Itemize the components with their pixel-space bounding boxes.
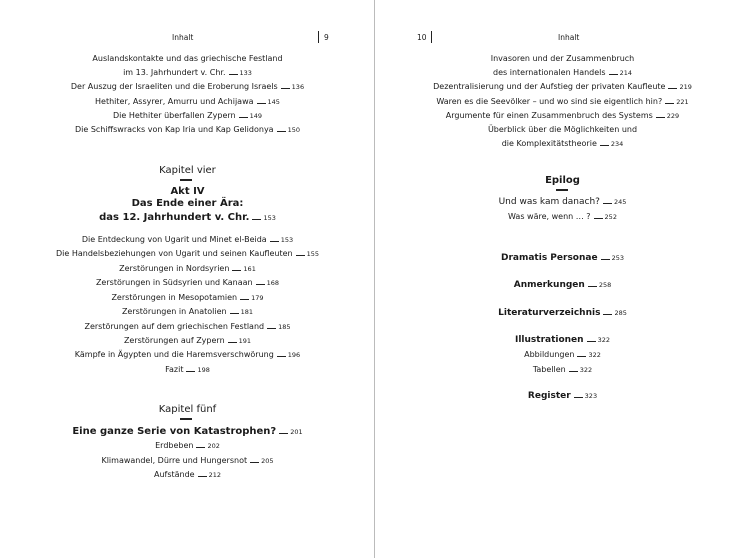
- chapter-title-line: das 12. Jahrhundert v. Chr. 153: [99, 212, 276, 223]
- toc-entry: Zerstörungen in Südsyrien und Kanaan 168: [95, 278, 280, 287]
- leader-dash: [277, 356, 286, 357]
- toc-entry: Was wäre, wenn … ? 252: [508, 212, 617, 221]
- toc-entry: Der Auszug der Israeliten und die Eroberung Israels 136: [70, 82, 305, 91]
- leader-dash: [228, 342, 237, 343]
- toc-entry: Überblick über die Möglichkeiten und: [487, 125, 638, 134]
- toc-entry: Zerstörungen in Nordsyrien 161: [119, 264, 256, 273]
- leader-dash: [574, 397, 583, 398]
- chapter-label: Kapitel vier: [159, 165, 216, 176]
- toc-entry: Tabellen 322: [532, 365, 593, 374]
- leader-dash: [196, 447, 205, 448]
- leader-dash: [198, 476, 207, 477]
- leader-dash: [240, 299, 249, 300]
- chapter-title-line: Eine ganze Serie von Katastrophen? 201: [72, 426, 303, 437]
- leader-dash: [232, 270, 241, 271]
- running-header: Inhalt: [558, 33, 580, 42]
- leader-dash: [600, 145, 609, 146]
- page-number: 9: [324, 33, 329, 42]
- chapter-rule: [180, 179, 192, 181]
- leader-dash: [230, 313, 239, 314]
- toc-entry: Dezentralisierung und der Aufstieg der privaten Kaufleute 219: [433, 82, 692, 91]
- leader-dash: [601, 259, 610, 260]
- chapter-label: Kapitel fünf: [158, 404, 217, 415]
- toc-entry: des internationalen Handels 214: [493, 68, 632, 77]
- toc-entry: Erdbeben 202: [155, 441, 220, 450]
- chapter-rule: [180, 418, 192, 420]
- toc-entry: Die Schiffswracks von Kap Iria und Kap Gelidonya 150: [74, 125, 301, 134]
- toc-entry: Die Entdeckung von Ugarit und Minet el-Beida 153: [81, 235, 294, 244]
- toc-entry: Die Hethiter überfallen Zypern 149: [112, 111, 263, 120]
- toc-entry: Invasoren und der Zusammenbruch: [490, 54, 635, 63]
- toc-entry: Die Handelsbeziehungen von Ugarit und seinen Kaufleuten 155: [55, 249, 319, 258]
- leader-dash: [577, 356, 586, 357]
- section-entry: Register 323: [527, 391, 598, 401]
- toc-entry: Waren es die Seevölker – und wo sind sie eigentlich hin? 221: [436, 97, 689, 106]
- page-number: 10: [417, 33, 427, 42]
- toc-entry: Fazit 198: [165, 365, 210, 374]
- leader-dash: [250, 462, 259, 463]
- header-rule: [431, 31, 432, 43]
- toc-entry: Argumente für einen Zusammenbruch des Systems 229: [445, 111, 680, 120]
- toc-entry: Klimawandel, Dürre und Hungersnot 205: [101, 456, 274, 465]
- leader-dash: [609, 74, 618, 75]
- act-title: Akt IV: [170, 186, 205, 197]
- leader-dash: [256, 284, 265, 285]
- header-rule: [318, 31, 319, 43]
- section-entry: Illustrationen 322: [514, 335, 610, 345]
- toc-entry: Kämpfe in Ägypten und die Haremsverschwörung 196: [74, 350, 301, 359]
- epilog-title: Und was kam danach? 245: [498, 197, 627, 207]
- leader-dash: [587, 341, 596, 342]
- toc-entry: Abbildungen 322: [524, 350, 601, 359]
- leader-dash: [569, 371, 578, 372]
- leader-dash: [296, 255, 305, 256]
- toc-entry: im 13. Jahrhundert v. Chr. 133: [123, 68, 252, 77]
- leader-dash: [186, 371, 195, 372]
- chapter-rule: [556, 189, 568, 191]
- running-header: Inhalt: [172, 33, 194, 42]
- toc-entry: Zerstörungen auf Zypern 191: [123, 336, 252, 345]
- leader-dash: [656, 117, 665, 118]
- toc-entry: die Komplexitätstheorie 234: [501, 139, 624, 148]
- right-page: [375, 0, 750, 558]
- toc-entry: Aufstände 212: [153, 470, 222, 479]
- leader-dash: [270, 241, 279, 242]
- toc-entry: Zerstörungen in Mesopotamien 179: [111, 293, 264, 302]
- section-entry: Anmerkungen 258: [513, 280, 612, 290]
- toc-entry: Auslandskontakte und das griechische Festland: [92, 54, 283, 63]
- leader-dash: [603, 203, 612, 204]
- epilog-label: Epilog: [545, 175, 580, 186]
- leader-dash: [229, 74, 238, 75]
- leader-dash: [665, 103, 674, 104]
- leader-dash: [588, 286, 597, 287]
- toc-entry: Zerstörungen in Anatolien 181: [121, 307, 254, 316]
- leader-dash: [594, 218, 603, 219]
- section-entry: Dramatis Personae 253: [501, 253, 624, 263]
- toc-entry: Hethiter, Assyrer, Amurru und Achijawa 145: [95, 97, 280, 106]
- leader-dash: [281, 88, 290, 89]
- leader-dash: [257, 103, 266, 104]
- toc-entry: Zerstörungen auf dem griechischen Festland 185: [84, 322, 291, 331]
- leader-dash: [252, 219, 261, 220]
- section-entry: Literaturverzeichnis 285: [498, 308, 627, 318]
- leader-dash: [239, 117, 248, 118]
- leader-dash: [668, 88, 677, 89]
- leader-dash: [277, 131, 286, 132]
- leader-dash: [603, 314, 612, 315]
- leader-dash: [279, 433, 288, 434]
- leader-dash: [267, 328, 276, 329]
- chapter-title: Das Ende einer Ära:: [131, 198, 244, 209]
